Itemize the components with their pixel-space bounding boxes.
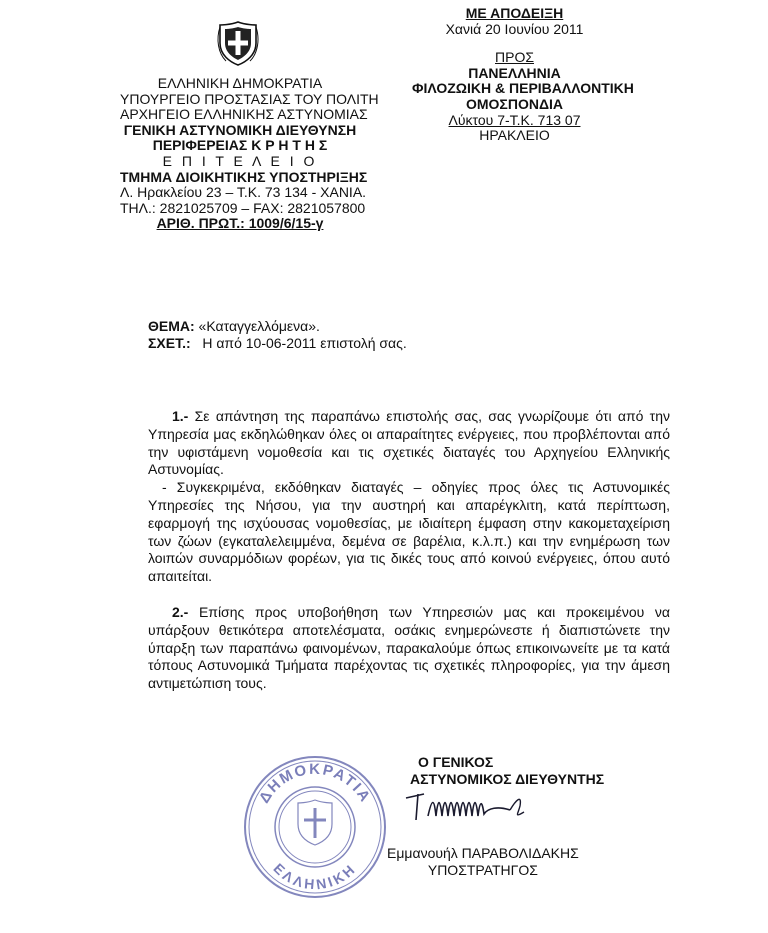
to-label: ΠΡΟΣ: [495, 49, 534, 66]
sender-header: [120, 75, 379, 232]
paragraph-1-number: 1.-: [172, 408, 189, 424]
signatory-title-line-1: Ο ΓΕΝΙΚΟΣ: [418, 754, 494, 770]
subject-block: [148, 318, 407, 352]
directorate-name: ΓΕΝΙΚΗ ΑΣΤΥΝΟΜΙΚΗ ΔΙΕΥΘΥΝΣΗ: [123, 121, 357, 138]
country-name: ΕΛΛΗΝΙΚΗ ΔΗΜΟΚΡΑΤΙΑ: [157, 75, 323, 91]
official-stamp: [240, 752, 390, 902]
signatory-rank: ΥΠΟΣΤΡΑΤΗΓΟΣ: [427, 862, 538, 878]
sender-address: Λ. Ηρακλείου 23 – Τ.Κ. 73 134 - ΧΑΝΙΑ.: [120, 184, 367, 201]
signatory-title-line-2: ΑΣΤΥΝΟΜΙΚΟΣ ΔΙΕΥΘΥΝΤΗΣ: [410, 771, 605, 787]
recipient-line-1: ΠΑΝΕΛΛΗΝΙΑ: [468, 64, 561, 81]
subject-text: «Καταγγελλόμενα».: [194, 318, 320, 334]
stamp-top-text: ΔΗΜΟΚΡΑΤΙΑ: [255, 760, 375, 807]
paragraph-2: [148, 604, 670, 693]
paragraph-1b: - Συγκεκριμένα, εκδόθηκαν διαταγές – οδηγίες προς όλες τις Αστυνομικές Υπηρεσίες της Νήσου, για την αυστηρή και απαρέγκλιτη, κατά περίπτωση, εφαρμογή της ισχύουσας νομοθεσίας, με ιδιαίτερη έμφαση στην κακομεταχείριση των ζώων (εγκαταλελειμμένα, δεμένα σε βαρέλια, κ.λ.π.) και την ενημέρωση των λοιπών συναρμόδιων φορέων, για τις δικές τους από κοινού ενέργειες, όπου αυτό απαιτείται.: [148, 479, 670, 585]
subject-line: [148, 318, 407, 335]
department-name: ΤΜΗΜΑ ΔΙΟΙΚΗΤΙΚΗΣ ΥΠΟΣΤΗΡΙΞΗΣ: [120, 168, 368, 185]
region-name: ΠΕΡΙΦΕΡΕΙΑΣ Κ Ρ Η Τ Η Σ: [152, 137, 328, 154]
svg-text:ΕΛΛΗΝΙΚΗ: [270, 860, 359, 892]
coat-of-arms-emblem: [216, 19, 260, 67]
reference-label: ΣΧΕΤ.:: [148, 335, 191, 351]
protocol-number: ΑΡΙΘ. ΠΡΩΤ.: 1009/6/15-γ: [156, 215, 324, 232]
reference-text: Η από 10-06-2011 επιστολή σας.: [190, 335, 407, 351]
staff-name: Ε Π Ι Τ Ε Λ Ε Ι Ο: [162, 152, 318, 169]
recipient-address: Λύκτου 7-Τ.Κ. 713 07: [448, 111, 581, 128]
paragraph-1: [148, 408, 670, 479]
subject-label: ΘΕΜΑ:: [148, 318, 195, 334]
headquarters-name: ΑΡΧΗΓΕΙΟ ΕΛΛΗΝΙΚΗΣ ΑΣΤΥΝΟΜΙΑΣ: [120, 106, 368, 123]
recipient-header: [412, 5, 634, 144]
ministry-name: ΥΠΟΥΡΓΕΙΟ ΠΡΟΣΤΑΣΙΑΣ ΤΟΥ ΠΟΛΙΤΗ: [120, 90, 379, 107]
letter-date: Χανιά 20 Ιουνίου 2011: [445, 20, 584, 37]
signatory-title: [410, 754, 604, 788]
signatory-name-block: [387, 845, 579, 879]
paragraph-1-text: Σε απάντηση της παραπάνω επιστολής σας, σας γνωρίζουμε ότι από την Υπηρεσία μας εκδηλώθηκαν όλες οι απαραίτητες ενέργειες, που προβλέπονται από την υφιστάμενη νομοθεσία και τις σχετικές διαταγές του Αρχηγείου Ελληνικής Αστυνομίας.: [148, 408, 670, 478]
paragraph-2-number: 2.-: [172, 603, 189, 620]
letter-body: [148, 408, 670, 693]
delivery-method: ΜΕ ΑΠΟΔΕΙΞΗ: [465, 5, 564, 21]
stamp-bottom-text: ΕΛΛΗΝΙΚΗ: [270, 859, 360, 893]
recipient-line-3: ΟΜΟΣΠΟΝΔΙΑ: [465, 95, 563, 112]
recipient-city: ΗΡΑΚΛΕΙΟ: [479, 127, 550, 144]
signatory-name: Εμμανουήλ ΠΑΡΑΒΟΛΙΔΑΚΗΣ: [387, 845, 579, 861]
sender-phone-fax: ΤΗΛ.: 2821025709 – FAX: 2821057800: [120, 199, 366, 216]
paragraph-2-text: Επίσης προς υποβοήθηση των Υπηρεσιών μας και προκειμένου να υπάρξουν θετικότερα αποτελέσματα, οσάκις ενημερώνεστε ή διαπιστώνετε την ύπαρξη των παραπάνω φαινομένων, παρακαλούμε όπως επικοινωνείτε με τα κατά τόπους Αστυνομικά Τμήματα παρέχοντας τις σχετικές πληροφορίες, για την άμεση αντιμετώπιση τους.: [148, 603, 670, 692]
handwritten-signature: [398, 780, 548, 842]
recipient-line-2: ΦΙΛΟΖΩΙΚΗ & ΠΕΡΙΒΑΛΛΟΝΤΙΚΗ: [412, 80, 634, 97]
reference-line: [148, 335, 407, 352]
